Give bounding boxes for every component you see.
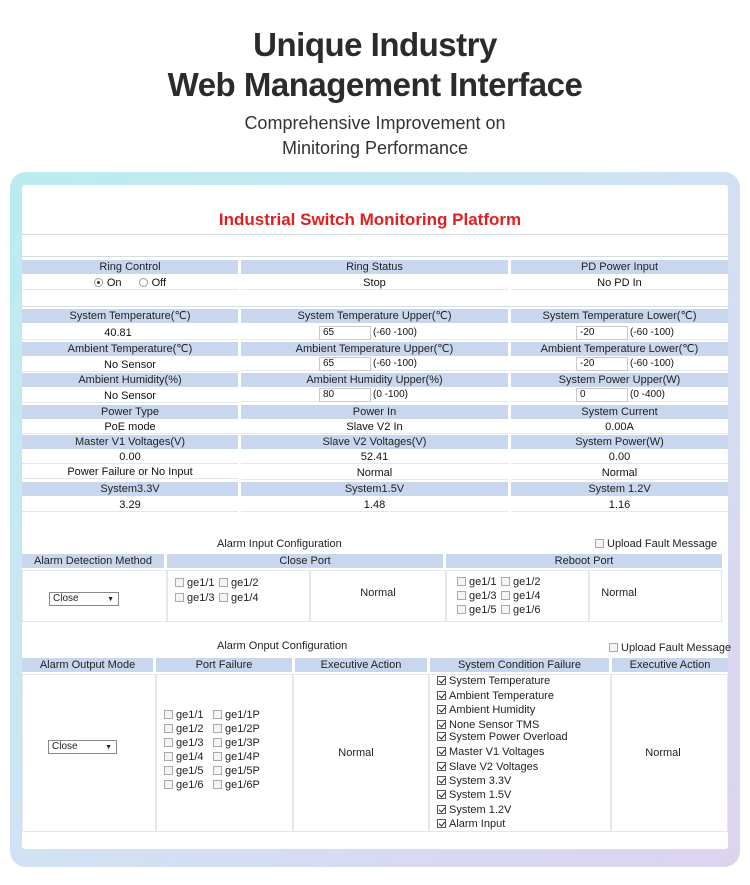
condition-checkbox[interactable] bbox=[437, 732, 446, 741]
port-failure-option[interactable] bbox=[164, 723, 204, 736]
close-port-checkbox[interactable] bbox=[219, 593, 228, 602]
close-port-checkbox[interactable] bbox=[175, 578, 184, 587]
condition-label: Master V1 Voltages bbox=[449, 746, 545, 758]
ring-status-value: Stop bbox=[241, 276, 508, 290]
ring-on-option[interactable] bbox=[94, 277, 122, 289]
close-port-label: ge1/3 bbox=[187, 592, 215, 604]
condition-checkbox[interactable] bbox=[437, 720, 446, 729]
alarm-input-upload-checkbox[interactable] bbox=[595, 539, 604, 548]
amb-temp-lower-header: Ambient Temperature Lower(℃) bbox=[511, 342, 728, 356]
platform-title: Industrial Switch Monitoring Platform bbox=[218, 210, 522, 229]
v15-header: System1.5V bbox=[241, 482, 508, 496]
port-failure-p-label: ge1/3P bbox=[225, 737, 260, 749]
condition-option[interactable] bbox=[437, 690, 554, 703]
close-port-label: ge1/4 bbox=[231, 592, 259, 604]
close-port-checkbox[interactable] bbox=[219, 578, 228, 587]
port-failure-p-checkbox[interactable] bbox=[213, 780, 222, 789]
power-in-value: Slave V2 In bbox=[241, 420, 508, 434]
port-failure-label: ge1/3 bbox=[176, 737, 204, 749]
power-type-header: Power Type bbox=[22, 405, 238, 419]
amb-temp-upper-input[interactable]: 65 bbox=[319, 357, 371, 371]
close-port-checkbox[interactable] bbox=[175, 593, 184, 602]
amb-hum-upper-input[interactable]: 80 bbox=[319, 388, 371, 402]
hero-title-line1: Unique Industry bbox=[253, 26, 497, 63]
exec-action2-header: Executive Action bbox=[612, 658, 728, 672]
ring-on-label: On bbox=[106, 277, 122, 289]
sys-temp-upper-input[interactable]: 65 bbox=[319, 326, 371, 340]
reboot-port-checkbox[interactable] bbox=[501, 605, 510, 614]
port-failure-checkbox[interactable] bbox=[164, 724, 173, 733]
port-failure-checkbox[interactable] bbox=[164, 780, 173, 789]
ring-off-label: Off bbox=[151, 277, 167, 289]
port-failure-label: ge1/2 bbox=[176, 723, 204, 735]
amb-temp-lower-cell bbox=[511, 357, 728, 371]
alarm-input-upload[interactable] bbox=[595, 538, 717, 550]
reboot-status: Normal bbox=[601, 587, 637, 599]
condition-option[interactable] bbox=[437, 761, 538, 774]
reboot-port-option[interactable] bbox=[501, 590, 541, 603]
condition-option[interactable] bbox=[437, 818, 505, 831]
condition-checkbox[interactable] bbox=[437, 762, 446, 771]
power-in-header: Power In bbox=[241, 405, 508, 419]
condition-status: Normal bbox=[645, 747, 681, 759]
alarm-output-mode-select[interactable] bbox=[48, 740, 117, 754]
v12-header: System 1.2V bbox=[511, 482, 728, 496]
divider bbox=[22, 306, 728, 307]
port-failure-header: Port Failure bbox=[156, 658, 292, 672]
chevron-down-icon: ▼ bbox=[105, 744, 112, 751]
sys-temp-lower-range: (-60 -100) bbox=[630, 327, 674, 338]
v33-header: System3.3V bbox=[22, 482, 238, 496]
reboot-port-header: Reboot Port bbox=[446, 554, 722, 568]
reboot-port-checkbox[interactable] bbox=[501, 591, 510, 600]
port-failure-checkbox[interactable] bbox=[164, 710, 173, 719]
ring-on-radio[interactable] bbox=[94, 278, 103, 287]
hero-subtitle-line2: Minitoring Performance bbox=[281, 138, 469, 158]
condition-label: Alarm Input bbox=[449, 818, 506, 830]
close-port-label: ge1/2 bbox=[231, 577, 259, 589]
reboot-port-option[interactable] bbox=[501, 576, 541, 589]
sys-power-upper-range: (0 -400) bbox=[630, 389, 666, 400]
alarm-output-title: Alarm Onput Configuration bbox=[217, 640, 348, 652]
port-failure-p-option[interactable] bbox=[213, 751, 260, 764]
reboot-port-option[interactable] bbox=[457, 604, 497, 617]
port-failure-p-label: ge1/2P bbox=[225, 723, 260, 735]
hero-title-line2: Web Management Interface bbox=[167, 66, 583, 103]
amb-temp-upper-cell bbox=[241, 357, 508, 371]
condition-label: System 1.5V bbox=[449, 789, 512, 801]
reboot-port-label: ge1/3 bbox=[469, 590, 497, 602]
close-port-label: ge1/1 bbox=[187, 577, 215, 589]
condition-option[interactable] bbox=[437, 775, 511, 788]
port-failure-option[interactable] bbox=[164, 765, 204, 778]
alarm-output-upload[interactable] bbox=[609, 642, 731, 654]
port-failure-p-option[interactable] bbox=[213, 723, 260, 736]
close-port-header: Close Port bbox=[167, 554, 443, 568]
port-failure-p-label: ge1/5P bbox=[225, 765, 260, 777]
close-port-option[interactable] bbox=[219, 577, 259, 590]
v12-value: 1.16 bbox=[511, 498, 728, 512]
master-v1-status: Power Failure or No Input bbox=[22, 465, 238, 479]
condition-label: System 1.2V bbox=[449, 804, 512, 816]
port-failure-label: ge1/5 bbox=[176, 765, 204, 777]
divider bbox=[22, 234, 728, 235]
hero-subtitle-line1: Comprehensive Improvement on bbox=[244, 113, 506, 133]
reboot-port-label: ge1/4 bbox=[513, 590, 541, 602]
sys-temp-lower-header: System Temperature Lower(℃) bbox=[511, 309, 728, 323]
port-failure-p-checkbox[interactable] bbox=[213, 752, 222, 761]
ring-off-radio[interactable] bbox=[139, 278, 148, 287]
sys-power-header: System Power(W) bbox=[511, 435, 728, 449]
condition-checkbox[interactable] bbox=[437, 691, 446, 700]
reboot-port-checkbox[interactable] bbox=[457, 605, 466, 614]
reboot-port-option[interactable] bbox=[457, 576, 497, 589]
port-failure-checkbox[interactable] bbox=[164, 766, 173, 775]
condition-label: Ambient Temperature bbox=[449, 690, 554, 702]
condition-checkbox[interactable] bbox=[437, 819, 446, 828]
port-failure-p-label: ge1/4P bbox=[225, 751, 260, 763]
amb-hum-header: Ambient Humidity(%) bbox=[22, 373, 238, 387]
condition-checkbox[interactable] bbox=[437, 776, 446, 785]
condition-option[interactable] bbox=[437, 789, 511, 802]
condition-label: System Power Overload bbox=[449, 731, 568, 743]
master-v1-header: Master V1 Voltages(V) bbox=[22, 435, 238, 449]
alarm-detection-select-value: Close bbox=[53, 593, 79, 604]
close-port-option[interactable] bbox=[219, 592, 259, 605]
power-type-value: PoE mode bbox=[22, 420, 238, 434]
port-failure-option[interactable] bbox=[164, 709, 204, 722]
condition-label: Ambient Humidity bbox=[449, 704, 536, 716]
master-v1-value: 0.00 bbox=[22, 450, 238, 464]
port-failure-label: ge1/4 bbox=[176, 751, 204, 763]
condition-label: Slave V2 Voltages bbox=[449, 761, 539, 773]
reboot-port-label: ge1/5 bbox=[469, 604, 497, 616]
slave-v2-status: Normal bbox=[241, 466, 508, 480]
condition-option[interactable] bbox=[437, 704, 535, 717]
alarm-detection-select[interactable] bbox=[49, 592, 119, 606]
port-failure-option[interactable] bbox=[164, 751, 204, 764]
reboot-port-option[interactable] bbox=[457, 590, 497, 603]
reboot-port-label: ge1/6 bbox=[513, 604, 541, 616]
sys-power-upper-input[interactable]: 0 bbox=[576, 388, 628, 402]
port-failure-p-option[interactable] bbox=[213, 737, 260, 750]
port-failure-p-option[interactable] bbox=[213, 765, 260, 778]
alarm-output-mode-header: Alarm Output Mode bbox=[22, 658, 153, 672]
condition-option[interactable] bbox=[437, 746, 544, 759]
sys-temp-header: System Temperature(℃) bbox=[22, 309, 238, 323]
port-failure-p-checkbox[interactable] bbox=[213, 738, 222, 747]
amb-hum-value: No Sensor bbox=[22, 389, 238, 403]
amb-temp-lower-input[interactable]: -20 bbox=[576, 357, 628, 371]
condition-label: None Sensor TMS bbox=[449, 719, 540, 731]
sys-power-status: Normal bbox=[511, 466, 728, 480]
v15-value: 1.48 bbox=[241, 498, 508, 512]
sys-temp-upper-header: System Temperature Upper(℃) bbox=[241, 309, 508, 323]
close-status: Normal bbox=[360, 587, 396, 599]
ring-off-option[interactable] bbox=[139, 277, 166, 289]
reboot-port-checkbox[interactable] bbox=[457, 577, 466, 586]
reboot-port-label: ge1/2 bbox=[513, 576, 541, 588]
close-port-option[interactable] bbox=[175, 577, 215, 590]
port-failure-p-label: ge1/1P bbox=[225, 709, 260, 721]
alarm-output-upload-label: Upload Fault Message bbox=[621, 642, 732, 654]
amb-temp-upper-header: Ambient Temperature Upper(℃) bbox=[241, 342, 508, 356]
port-failure-checkbox[interactable] bbox=[164, 752, 173, 761]
sys-temp-value: 40.81 bbox=[22, 326, 238, 340]
condition-checkbox[interactable] bbox=[437, 705, 446, 714]
sys-temp-lower-cell bbox=[511, 326, 728, 340]
reboot-port-option[interactable] bbox=[501, 604, 541, 617]
sys-power-value: 0.00 bbox=[511, 450, 728, 464]
amb-hum-upper-cell bbox=[241, 388, 508, 402]
ring-control-header: Ring Control bbox=[22, 260, 238, 274]
alarm-output-mode-select-value: Close bbox=[52, 741, 78, 752]
port-failure-p-checkbox[interactable] bbox=[213, 710, 222, 719]
alarm-input-upload-label: Upload Fault Message bbox=[607, 538, 718, 550]
port-failure-option[interactable] bbox=[164, 779, 204, 792]
reboot-port-label: ge1/1 bbox=[469, 576, 497, 588]
sys-current-header: System Current bbox=[511, 405, 728, 419]
sys-current-value: 0.00A bbox=[511, 420, 728, 434]
amb-hum-upper-header: Ambient Humidity Upper(%) bbox=[241, 373, 508, 387]
port-failure-p-checkbox[interactable] bbox=[213, 766, 222, 775]
reboot-port-checkbox[interactable] bbox=[457, 591, 466, 600]
condition-checkbox[interactable] bbox=[437, 747, 446, 756]
sys-power-upper-header: System Power Upper(W) bbox=[511, 373, 728, 387]
sys-temp-upper-cell bbox=[241, 326, 508, 340]
sys-temp-upper-range: (-60 -100) bbox=[373, 327, 417, 338]
port-failure-option[interactable] bbox=[164, 737, 204, 750]
port-failure-label: ge1/1 bbox=[176, 709, 204, 721]
port-failure-label: ge1/6 bbox=[176, 779, 204, 791]
port-failure-p-label: ge1/6P bbox=[225, 779, 260, 791]
pd-power-header: PD Power Input bbox=[511, 260, 728, 274]
pd-power-value: No PD In bbox=[511, 276, 728, 290]
amb-temp-header: Ambient Temperature(℃) bbox=[22, 342, 238, 356]
close-port-option[interactable] bbox=[175, 592, 215, 605]
port-failure-checkbox[interactable] bbox=[164, 738, 173, 747]
condition-option[interactable] bbox=[437, 804, 511, 817]
exec-action-header: Executive Action bbox=[295, 658, 427, 672]
port-failure-status: Normal bbox=[338, 747, 374, 759]
amb-temp-value: No Sensor bbox=[22, 358, 238, 372]
alarm-input-title: Alarm Input Configuration bbox=[217, 538, 342, 550]
v33-value: 3.29 bbox=[22, 498, 238, 512]
ring-control-radios bbox=[22, 276, 238, 290]
chevron-down-icon: ▼ bbox=[107, 596, 114, 603]
port-failure-p-option[interactable] bbox=[213, 779, 260, 792]
alarm-detection-header: Alarm Detection Method bbox=[22, 554, 164, 568]
alarm-output-upload-checkbox[interactable] bbox=[609, 643, 618, 652]
condition-label: System 3.3V bbox=[449, 775, 512, 787]
slave-v2-header: Slave V2 Voltages(V) bbox=[241, 435, 508, 449]
condition-option[interactable] bbox=[437, 731, 568, 744]
sys-condition-header: System Condition Failure bbox=[430, 658, 609, 672]
condition-checkbox[interactable] bbox=[437, 676, 446, 685]
condition-checkbox[interactable] bbox=[437, 790, 446, 799]
slave-v2-value: 52.41 bbox=[241, 450, 508, 464]
amb-temp-lower-range: (-60 -100) bbox=[630, 358, 674, 369]
sys-temp-lower-input[interactable]: -20 bbox=[576, 326, 628, 340]
divider bbox=[22, 256, 728, 257]
amb-hum-upper-range: (0 -100) bbox=[373, 389, 409, 400]
condition-checkbox[interactable] bbox=[437, 805, 446, 814]
reboot-port-checkbox[interactable] bbox=[501, 577, 510, 586]
amb-temp-upper-range: (-60 -100) bbox=[373, 358, 417, 369]
port-failure-p-option[interactable] bbox=[213, 709, 260, 722]
ring-status-header: Ring Status bbox=[241, 260, 508, 274]
sys-power-upper-cell bbox=[511, 388, 728, 402]
condition-option[interactable] bbox=[437, 675, 550, 688]
condition-label: System Temperature bbox=[449, 675, 551, 687]
port-failure-p-checkbox[interactable] bbox=[213, 724, 222, 733]
